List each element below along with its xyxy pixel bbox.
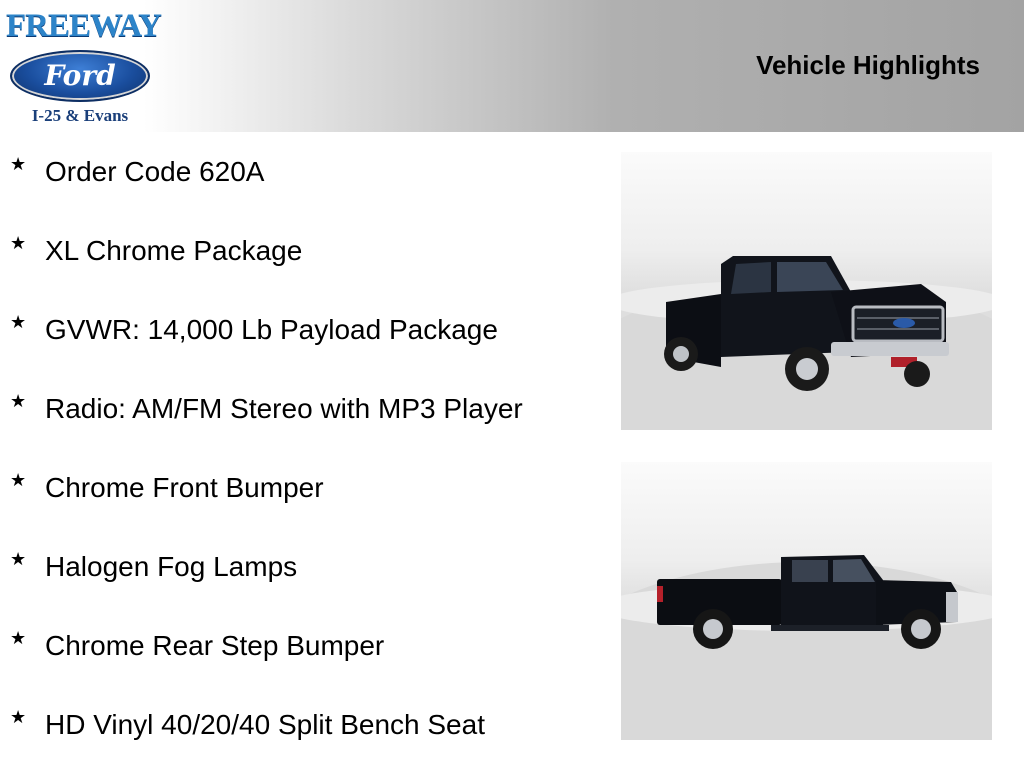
feature-item bbox=[0, 545, 600, 585]
star-icon: ★ bbox=[10, 707, 27, 727]
feature-text: Halogen Fog Lamps bbox=[45, 551, 298, 582]
logo-wordmark: FREEWAY bbox=[6, 8, 161, 44]
feature-item bbox=[0, 387, 600, 427]
feature-text: GVWR: 14,000 Lb Payload Package bbox=[45, 314, 498, 345]
star-icon: ★ bbox=[10, 233, 27, 253]
feature-item bbox=[0, 308, 600, 348]
star-icon: ★ bbox=[10, 470, 27, 490]
page-title: Vehicle Highlights bbox=[756, 50, 980, 80]
feature-item bbox=[0, 703, 600, 743]
truck-front-quarter-image bbox=[621, 152, 992, 430]
feature-text: Chrome Front Bumper bbox=[45, 472, 324, 503]
star-icon: ★ bbox=[10, 391, 27, 411]
truck-photo-front-quarter[interactable] bbox=[621, 152, 992, 430]
feature-text: Order Code 620A bbox=[45, 156, 265, 187]
truck-photo-side-profile[interactable] bbox=[621, 462, 992, 740]
ford-script: Ford bbox=[44, 59, 116, 92]
feature-text: HD Vinyl 40/20/40 Split Bench Seat bbox=[45, 709, 485, 740]
logo-location: I-25 & Evans bbox=[31, 106, 129, 125]
feature-text: XL Chrome Package bbox=[45, 235, 303, 266]
star-icon: ★ bbox=[10, 312, 27, 332]
dealer-logo[interactable] bbox=[6, 6, 161, 128]
feature-item bbox=[0, 150, 600, 190]
feature-text: Chrome Rear Step Bumper bbox=[45, 630, 385, 661]
truck-side-profile-image bbox=[621, 462, 992, 740]
star-icon: ★ bbox=[10, 628, 27, 648]
header-banner bbox=[0, 0, 1024, 132]
feature-item bbox=[0, 229, 600, 269]
feature-item bbox=[0, 624, 600, 664]
ford-oval-logo bbox=[10, 50, 150, 102]
feature-item bbox=[0, 466, 600, 506]
star-icon: ★ bbox=[10, 154, 27, 174]
feature-text: Radio: AM/FM Stereo with MP3 Player bbox=[45, 393, 523, 424]
star-icon: ★ bbox=[10, 549, 27, 569]
